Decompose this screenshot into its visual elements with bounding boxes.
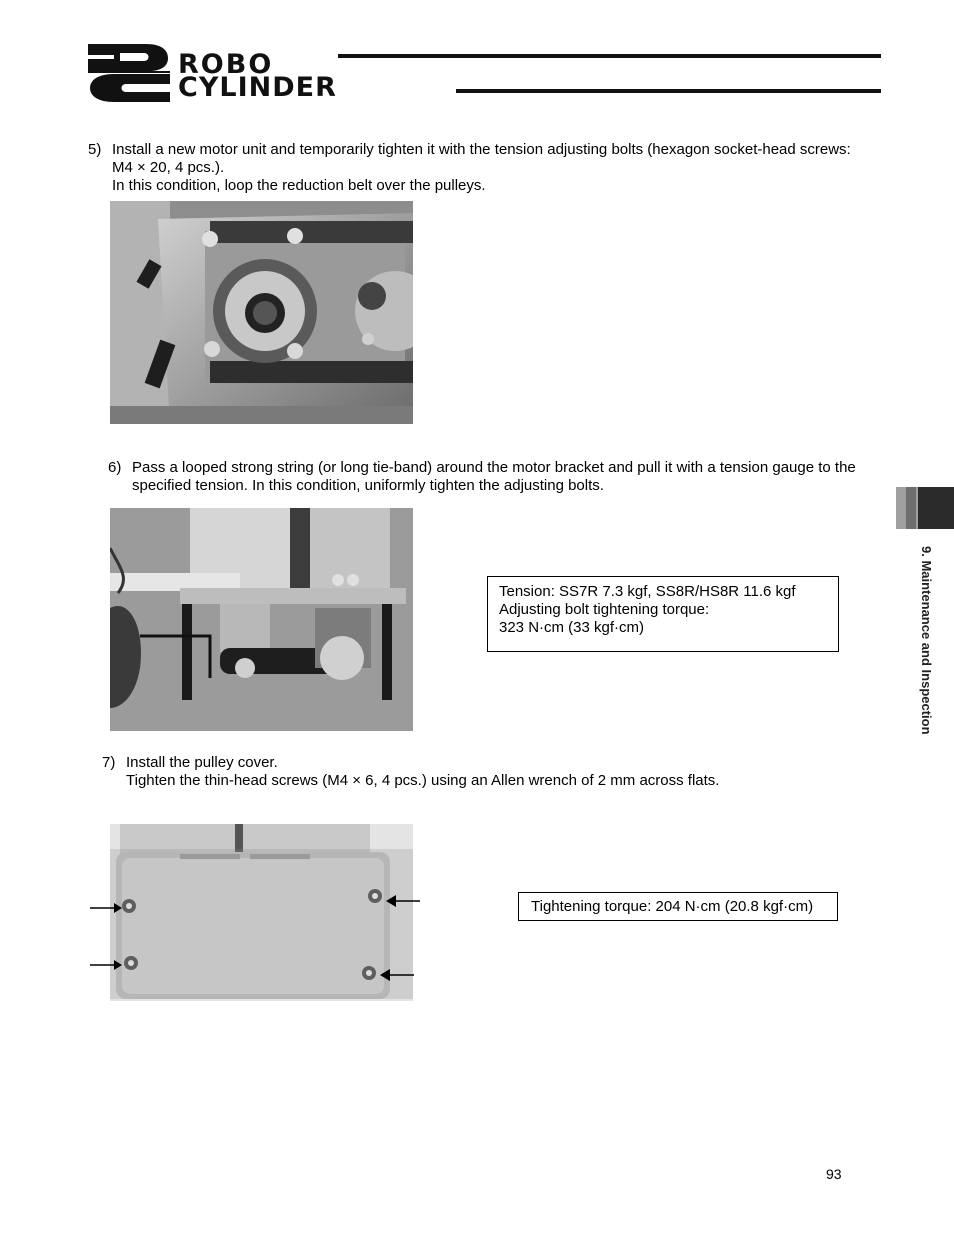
photo-motor-unit — [110, 201, 413, 424]
step-text-line: specified tension. In this condition, uniformly tighten the adjusting bolts. — [132, 477, 604, 494]
arrow-right-icon — [90, 959, 122, 971]
torque-spec-box — [518, 892, 838, 921]
step-text-line: Install the pulley cover. — [126, 754, 278, 771]
step-number: 6) — [108, 459, 122, 476]
step-6 — [108, 459, 898, 495]
step-text-line: Pass a looped strong string (or long tie-band) around the motor bracket and pull it with a tension gauge to the — [132, 459, 856, 476]
step-text-line: Install a new motor unit and temporarily tighten it with the tension adjusting bolts (hexagon socket-head screws: — [112, 141, 851, 158]
arrow-left-icon — [380, 968, 414, 982]
tension-spec-line: Adjusting bolt tightening torque: — [499, 601, 710, 618]
step-text-line: Tighten the thin-head screws (M4 × 6, 4 pcs.) using an Allen wrench of 2 mm across flats. — [126, 772, 720, 789]
step-text-line: M4 × 20, 4 pcs.). — [112, 159, 225, 176]
side-tab-marker-mid — [906, 487, 916, 529]
step-number: 7) — [102, 754, 116, 771]
rc-logo-icon — [86, 44, 172, 102]
header-rule-bottom — [456, 89, 881, 93]
step-5 — [88, 141, 888, 195]
tension-spec-line: Tension: SS7R 7.3 kgf, SS8R/HS8R 11.6 kgf — [499, 583, 796, 600]
step-7 — [102, 754, 892, 790]
arrow-left-icon — [386, 894, 420, 908]
step-text-line: In this condition, loop the reduction belt over the pulleys. — [112, 177, 486, 194]
page-number: 93 — [826, 1166, 842, 1182]
photo-tension-gauge — [110, 508, 413, 731]
arrow-right-icon — [90, 902, 122, 914]
torque-spec-text: Tightening torque: 204 N·cm (20.8 kgf·cm) — [531, 898, 814, 915]
photo-pulley-cover — [110, 824, 413, 1001]
logo-text-cylinder: CYLINDER — [178, 72, 337, 103]
step-number: 5) — [88, 141, 102, 158]
header-rule-top — [338, 54, 881, 58]
tension-spec-box — [487, 576, 839, 652]
tension-spec-line: 323 N·cm (33 kgf·cm) — [499, 619, 645, 636]
side-tab-marker-dark — [918, 487, 954, 529]
chapter-label: 9. Maintenance and Inspection — [919, 546, 934, 735]
logo-text-robo: ROBO — [178, 49, 274, 80]
